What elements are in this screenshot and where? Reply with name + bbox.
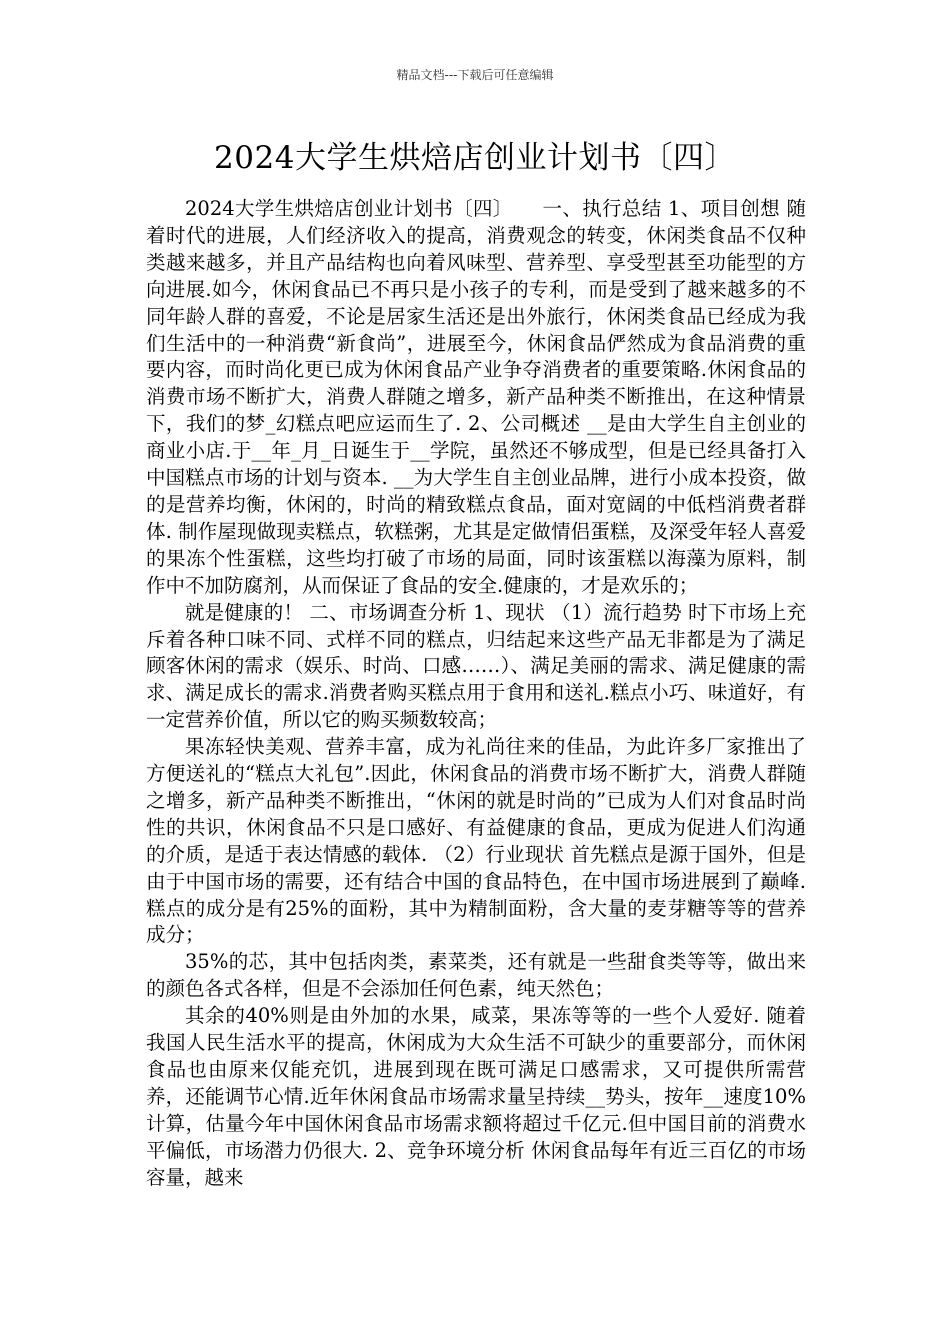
paragraph-market-analysis: 就是健康的！ 二、市场调查分析 1、现状 （1）流行趋势 时下市场上充斥着各种口味不同、式样不同的糕点，归结起来这些产品无非都是为了满足顾客休闲的需求（娱乐、时尚、口感……）、满足美丽的需求、满足健康的需求、满足成长的需求.消费者购买糕点用于食用和送礼.糕点小巧、味道好，有一定营养价值，所以它的购买频数较高； xyxy=(146,600,806,732)
paragraph-remaining-and-competition: 其余的40%则是由外加的水果，咸菜，果冻等等的一些个人爱好. 随着我国人民生活水平的提高，休闲成为大众生活不可缺少的重要部分，而休闲食品也由原来仅能充饥，进展到现在既可满足口感需求，又可提供所需营养，还能调节心情.近年休闲食品市场需求量呈持续__势头，按年__速度10%计算，估量今年中国休闲食品市场需求额将超过千亿元.但中国目前的消费水平偏低，市场潜力仍很大. 2、竞争环境分析 休闲食品每年有近三百亿的市场容量，越来 xyxy=(146,1004,806,1189)
document-title: 2024大学生烘焙店创业计划书〔四〕 xyxy=(214,140,736,176)
document-body xyxy=(146,196,806,1192)
paragraph-executive-summary: 2024大学生烘焙店创业计划书〔四〕 一、执行总结 1、项目创想 随着时代的进展，人们经济收入的提高，消费观念的转变，休闲类食品不仅种类越来越多，并且产品结构也向着风味型、营养型、享受型甚至功能型的方向进展.如今，休闲食品已不再只是小孩子的专利，而是受到了越来越多的不同年龄人群的喜爱，不论是居家生活还是出外旅行，休闲类食品已经成为我们生活中的一种消费“新食尚”，进展至今，休闲食品俨然成为食品消费的重要内容，而时尚化更已成为休闲食品产业争夺消费者的重要策略.休闲食品的消费市场不断扩大，消费人群随之增多，新产品种类不断推出，在这种情景下，我们的梦_幻糕点吧应运而生了. 2、公司概述 __是由大学生自主创业的商业小店.于__年_月_日诞生于__学院，虽然还不够成型，但是已经具备打入中国糕点市场的计划与资本. __为大学生自主创业品牌，进行小成本投资，做的是营养均衡，休闲的，时尚的精致糕点食品，面对宽阔的中低档消费者群体. 制作屋现做现卖糕点，软糕粥，尤其是定做情侣蛋糕，及深受年轻人喜爱的果冻个性蛋糕，这些均打破了市场的局面，同时该蛋糕以海藻为原料，制作中不加防腐剂，从而保证了食品的安全.健康的，才是欢乐的； xyxy=(146,197,806,597)
header-note: 精品文档---下载后可任意编辑 xyxy=(396,68,554,82)
paragraph-filling: 35%的芯，其中包括肉类，素菜类，还有就是一些甜食类等等，做出来的颜色各式各样，但是不会添加任何色素，纯天然色； xyxy=(146,950,806,1001)
paragraph-jelly-industry: 果冻轻快美观、营养丰富，成为礼尚往来的佳品，为此许多厂家推出了方便送礼的“糕点大礼包”.因此，休闲食品的消费市场不断扩大，消费人群随之增多，新产品种类不断推出，“休闲的就是时尚的”已成为人们对食品时尚性的共识，休闲食品不只是口感好、有益健康的食品，更成为促进人们沟通的介质，是适于表达情感的载体. （2）行业现状 首先糕点是源于国外，但是由于中国市场的需要，还有结合中国的食品特色，在中国市场进展到了巅峰. 糕点的成分是有25%的面粉，其中为精制面粉，含大量的麦芽糖等等的营养成分； xyxy=(146,735,806,947)
